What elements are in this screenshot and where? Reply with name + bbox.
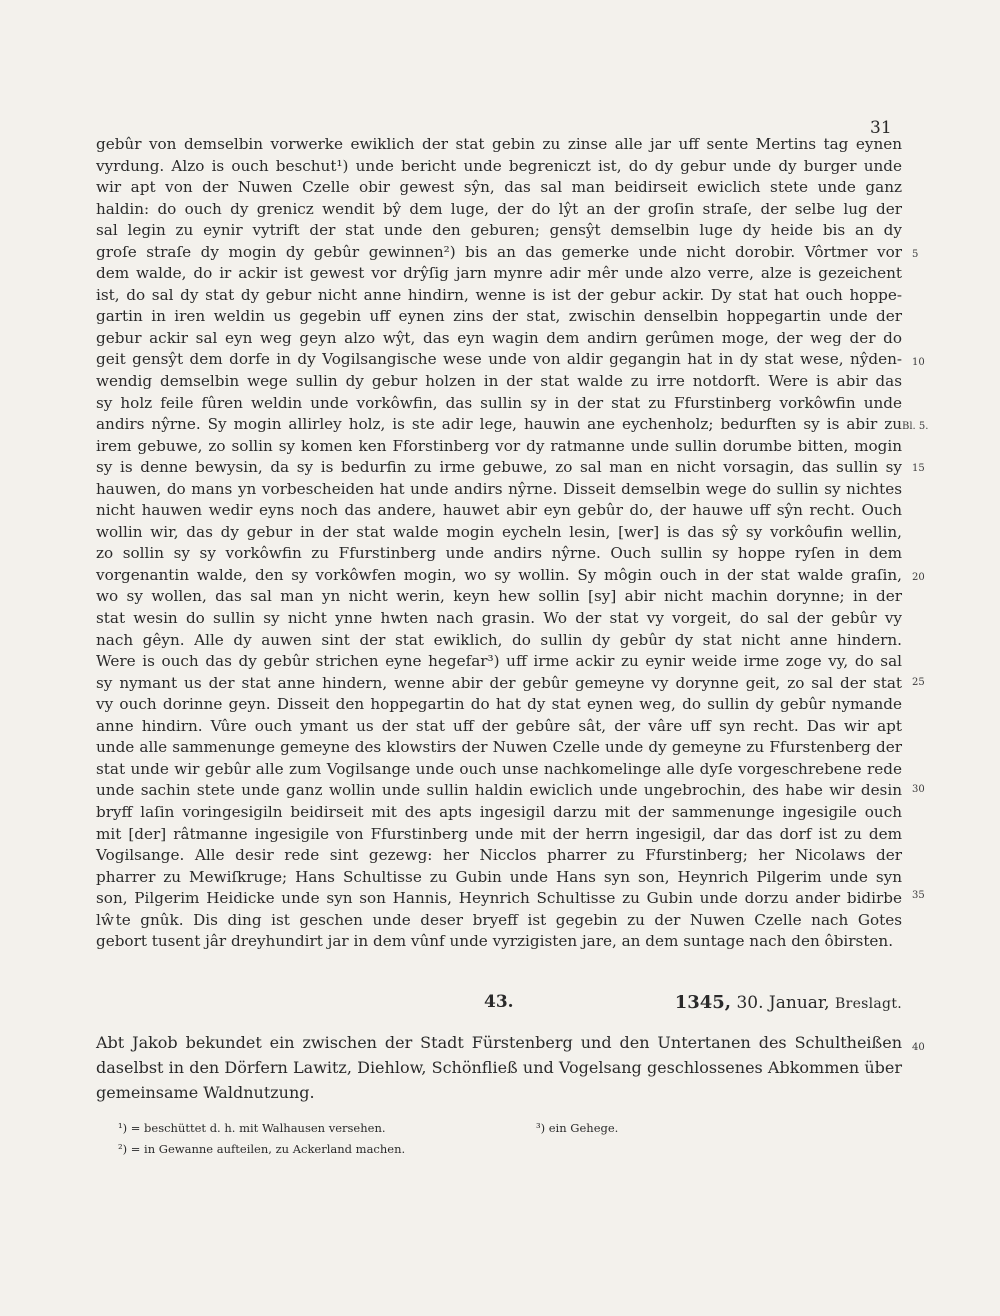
text-line: andirs nŷrne. Sy mogin allirley holz, is ste adir lege, hauwin ane eychenholz; bedurften sy is abir zu bbox=[96, 415, 902, 434]
line-number: 10 bbox=[912, 357, 925, 368]
text-line: wir apt von der Nuwen Czelle obir gewest sŷn, das sal man beidirseit ewiclich stete unde ganz bbox=[96, 178, 902, 197]
text-line: bryff laſin voringesigiln beidirseit mit des apts ingesigil darzu mit der sammenunge ingesigile ouch bbox=[96, 802, 902, 821]
text-line: mit [der] râtmanne ingesigile von Ffurstinberg unde mit der herrn ingesigil, dar das dorf ist zu dem bbox=[96, 824, 902, 843]
text-line: Were is ouch das dy gebûr strichen eyne hegefar³) uff irme ackir zu eynir weide irme zoge vy, do sal bbox=[96, 652, 902, 671]
text-line: lŵte gnûk. Dis ding ist geschen unde deser bryeff ist gegebin zu der Nuwen Czelle nach Gotes bbox=[96, 910, 902, 929]
text-line: vy ouch dorinne geyn. Disseit den hoppegartin do hat dy stat eynen weg, do sullin dy gebûr nymande bbox=[96, 695, 902, 714]
text-line: sy nymant us der stat anne hindern, wenne abir der gebûr gemeyne vy dorynne geit, zo sal der stat bbox=[96, 673, 902, 692]
line-number: 35 bbox=[912, 890, 925, 901]
line-number: 5 bbox=[912, 249, 919, 260]
document-place: Breslagt. bbox=[834, 996, 902, 1012]
regest-summary bbox=[96, 1030, 902, 1105]
document-header bbox=[96, 992, 902, 1022]
summary-line: daselbst in den Dörfern Lawitz, Diehlow, Schönfließ und Vogelsang geschlossenes Abkommen über bbox=[96, 1058, 902, 1077]
text-line: anne hindirn. Vûre ouch ymant us der stat uff der gebûre sât, der vâre uff syn recht. Das wir apt bbox=[96, 716, 902, 735]
document-body bbox=[96, 134, 902, 953]
footnote: ¹) = beschüttet d. h. mit Walhausen versehen. bbox=[118, 1121, 386, 1135]
text-line: wollin wir, das dy gebur in der stat walde mogin eycheln lesin, [wer] is das sŷ sy vorkôufin wellin, bbox=[96, 522, 902, 541]
document-number: 43. bbox=[484, 992, 514, 1012]
footnote: ³) ein Gehege. bbox=[536, 1121, 619, 1135]
summary-line: gemeinsame Waldnutzung. bbox=[96, 1083, 315, 1102]
text-line: haldin: do ouch dy grenicz wendit bŷ dem luge, der do lŷt an der groſin straſe, der selbe lug der bbox=[96, 199, 902, 218]
footnote: ²) = in Gewanne aufteilen, zu Ackerland machen. bbox=[118, 1142, 406, 1156]
text-line: zo sollin sy sy vorkôwfin zu Ffurstinberg unde andirs nŷrne. Ouch sullin sy hoppe ryſen in dem bbox=[96, 544, 902, 563]
text-line: gebort tusent jâr dreyhundirt jar in dem vûnf unde vyrzigisten jare, an dem suntage nach den ôbirsten. bbox=[96, 932, 894, 951]
text-line: ist, do sal dy stat dy gebur nicht anne hindirn, wenne is ist der gebur ackir. Dy stat hat ouch hoppe- bbox=[96, 285, 902, 304]
text-line: unde sachin stete unde ganz wollin unde sullin haldin ewiclich unde ungebrochin, des habe wir desin bbox=[96, 781, 902, 800]
text-line: geit gensŷt dem dorfe in dy Vogilsangische wese unde von aldir gegangin hat in dy stat wese, nŷden- bbox=[96, 350, 902, 369]
line-number: 20 bbox=[912, 572, 925, 583]
text-line: gebûr von demselbin vorwerke ewiklich der stat gebin zu zinse alle jar uff sente Mertins tag eynen bbox=[96, 135, 902, 153]
document-day-month: 30. Januar, bbox=[736, 993, 830, 1013]
page-number: 31 bbox=[870, 118, 892, 138]
text-line: irem gebuwe, zo sollin sy komen ken Fforstinberg vor dy ratmanne unde sullin dorumbe bitten, mogin bbox=[96, 436, 902, 455]
text-line: sal legin zu eynir vytrift der stat unde den geburen; gensŷt demselbin luge dy heide bis an dy bbox=[96, 221, 902, 240]
text-line: vorgenantin walde, den sy vorkôwfen mogin, wo sy wollin. Sy môgin ouch in der stat walde graſin, bbox=[96, 565, 902, 584]
text-line: vyrdung. Alzo is ouch beschut¹) unde bericht unde begreniczt ist, do dy gebur unde dy burger unde bbox=[96, 156, 902, 175]
text-line: wo sy wollen, das sal man yn nicht werin, keyn hew sollin [sy] abir nicht machin dorynne; in der bbox=[96, 587, 902, 606]
text-line: stat wesin do sullin sy nicht ynne hwten nach grasin. Wo der stat vy vorgeit, do sal der gebûr vy bbox=[96, 609, 902, 628]
line-number: 25 bbox=[912, 677, 925, 688]
line-number: 30 bbox=[912, 784, 925, 795]
text-line: wendig demselbin wege sullin dy gebur holzen in der stat walde zu irre notdorft. Were is abir das bbox=[96, 372, 902, 391]
text-line: gartin in iren weldin us gegebin uff eynen zins der stat, zwischin denselbin hoppegartin unde der bbox=[96, 307, 902, 326]
text-line: hauwen, do mans yn vorbescheiden hat unde andirs nŷrne. Disseit demselbin wege do sullin sy nichtes bbox=[96, 479, 902, 498]
line-number: 40 bbox=[912, 1042, 925, 1053]
text-line: groſe straſe dy mogin dy gebûr gewinnen²) bis an das gemerke unde nicht dorobir. Vôrtmer vor bbox=[96, 242, 902, 261]
document-date bbox=[675, 992, 902, 1013]
folio-mark: Bl. 5. bbox=[902, 421, 929, 432]
text-line: sy holz feile fûren weldin unde vorkôwfin, das sullin sy in der stat zu Ffurstinberg vorkôwfin unde bbox=[96, 393, 902, 412]
text-line: Vogilsange. Alle desir rede sint gezewg: her Nicclos pharrer zu Ffurstinberg; her Nicolaws der bbox=[96, 846, 902, 865]
document-year: 1345, bbox=[674, 992, 732, 1013]
text-line: stat unde wir gebûr alle zum Vogilsange unde ouch unse nachkomelinge alle dyſe vorgeschrebene rede bbox=[96, 759, 902, 778]
text-line: unde alle sammenunge gemeyne des klowstirs der Nuwen Czelle unde dy gemeyne zu Ffurstenberg der bbox=[96, 738, 902, 757]
text-line: dem walde, do ir ackir ist gewest vor drŷſig jarn mynre adir mêr unde alzo verre, alze is gezeichent bbox=[96, 264, 902, 283]
text-line: pharrer zu Mewiſkruge; Hans Schultisse zu Gubin unde Hans syn son, Heynrich Pilgerim unde syn bbox=[96, 867, 902, 886]
text-line: son, Pilgerim Heidicke unde syn son Hannis, Heynrich Schultisse zu Gubin unde dorzu ander bidirbe bbox=[96, 889, 902, 908]
line-number: 15 bbox=[912, 463, 925, 474]
text-line: nicht hauwen wedir eyns noch das andere, hauwet abir eyn gebûr do, der hauwe uff sŷn recht. Ouch bbox=[96, 501, 902, 520]
summary-line: Abt Jakob bekundet ein zwischen der Stadt Fürstenberg und den Untertanen des Schultheißen bbox=[96, 1033, 902, 1052]
text-line: gebur ackir sal eyn weg geyn alzo wŷt, das eyn wagin dem andirn gerûmen moge, der weg der do bbox=[96, 328, 902, 347]
text-line: sy is denne bewysin, da sy is bedurfin zu irme gebuwe, zo sal man en nicht vorsagin, das sullin sy bbox=[96, 458, 902, 477]
text-line: nach gêyn. Alle dy auwen sint der stat ewiklich, do sullin dy gebûr dy stat nicht anne hindern. bbox=[96, 630, 902, 649]
